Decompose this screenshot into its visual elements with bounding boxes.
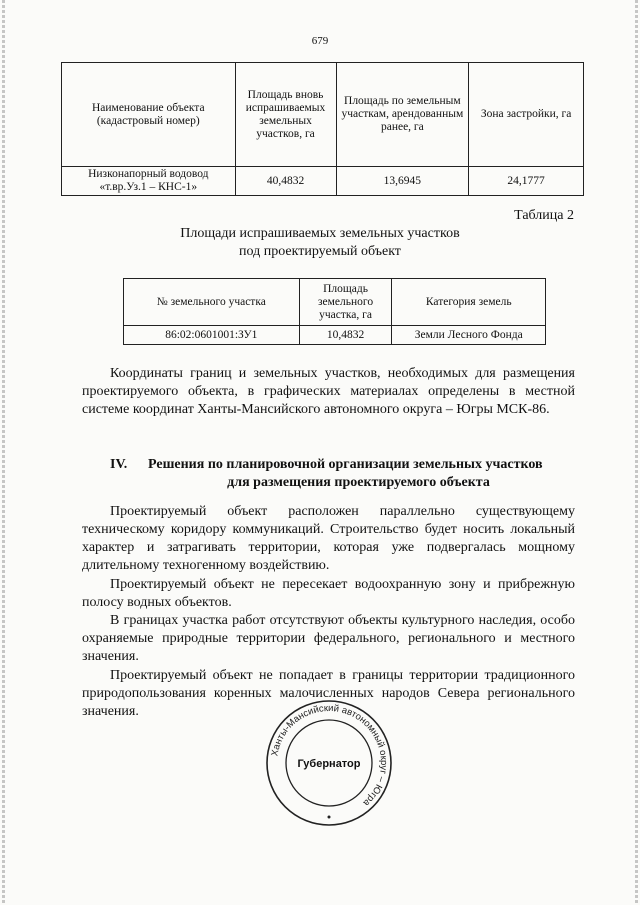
scan-edge-left — [2, 0, 5, 905]
table-header-row — [62, 63, 584, 167]
paragraph-coordinates: Координаты границ и земельных участков, необходимых для размещения проектируемого объекта, в графических материалах определены в местной системе координат Ханты-Мансийского автономного округа – Югры МСК-86. — [82, 366, 575, 417]
table-cell: Низконапорный водовод «т.вр.Уз.1 – КНС-1» — [62, 167, 236, 196]
table-row — [62, 167, 584, 196]
land-area-table — [61, 62, 584, 196]
seal-dot — [328, 816, 331, 819]
table-header-cell: Категория земель — [392, 279, 546, 326]
table-cell: 13,6945 — [336, 167, 469, 196]
seal-center-text: Губернатор — [297, 758, 361, 770]
table-row — [124, 326, 546, 345]
paragraph: Проектируемый объект не пересекает водоохранную зону и прибрежную полосу водных объектов. — [82, 577, 575, 610]
paragraph: В границах участка работ отсутствуют объекты культурного наследия, особо охраняемые природные территории федерального, регионального и местного значения. — [82, 613, 575, 664]
table-title-line1: Площади испрашиваемых земельных участков — [180, 226, 460, 241]
table-caption: Таблица 2 — [514, 208, 574, 223]
table-header-cell: Площадь вновь испрашиваемых земельных участков, га — [235, 63, 336, 167]
section-title-line1: Решения по планировочной организации земельных участков — [148, 457, 543, 472]
section-title-line2: для размещения проектируемого объекта — [227, 475, 490, 490]
table-cell: 10,4832 — [299, 326, 392, 345]
page-number: 679 — [311, 35, 329, 47]
land-plot-table — [123, 278, 546, 345]
table-cell: 40,4832 — [235, 167, 336, 196]
table-title-line2: под проектируемый объект — [239, 244, 401, 259]
table-header-cell: № земельного участка — [124, 279, 300, 326]
table-cell: 24,1777 — [469, 167, 584, 196]
table-header-cell: Зона застройки, га — [469, 63, 584, 167]
scan-edge-right — [635, 0, 638, 905]
official-seal — [264, 698, 394, 828]
table-cell: 86:02:0601001:ЗУ1 — [124, 326, 300, 345]
seal-ring-text: Ханты-Мансийский автономный округ – Югра — [269, 702, 390, 809]
table-header-cell: Площадь по земельным участкам, арендованным ранее, га — [336, 63, 469, 167]
table-header-cell: Площадь земельного участка, га — [299, 279, 392, 326]
paragraph: Проектируемый объект не попадает в границы территории традиционного природопользования коренных малочисленных народов Севера регионального значения. — [82, 668, 575, 719]
section-number: IV. — [110, 457, 128, 472]
table-header-row — [124, 279, 546, 326]
paragraph: Проектируемый объект расположен параллельно существующему техническому коридору коммуникаций. Строительство будет носить локальный характер и затрагивать территории, которая уже подвергалась мощному длительному техногенному воздействию. — [82, 504, 575, 573]
table-header-cell: Наименование объекта (кадастровый номер) — [62, 63, 236, 167]
table-cell: Земли Лесного Фонда — [392, 326, 546, 345]
